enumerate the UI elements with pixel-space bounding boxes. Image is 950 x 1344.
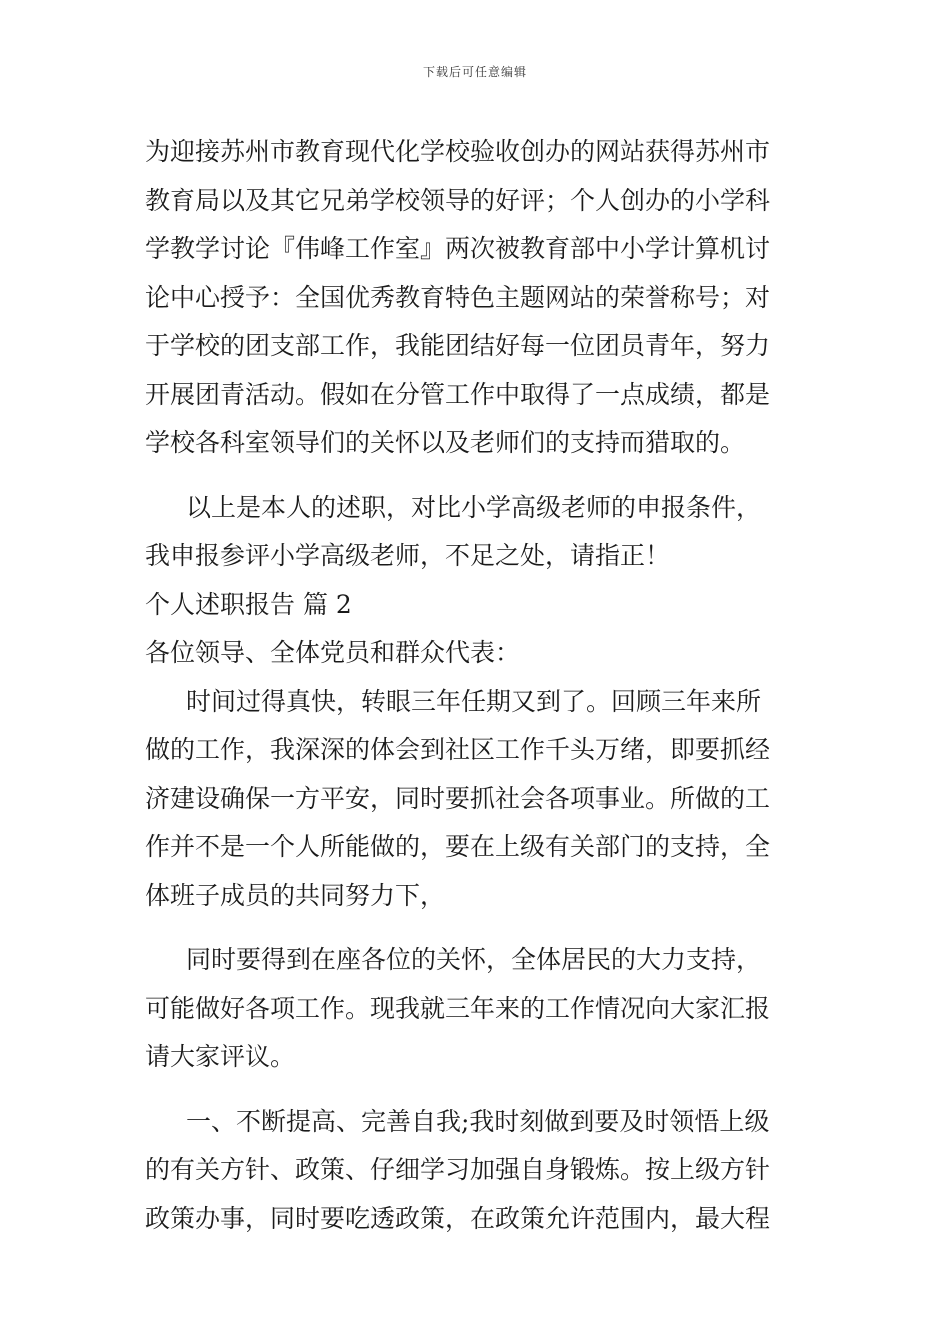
- text-line: 政策办事，同时要吃透政策，在政策允许范围内，最大程: [145, 1203, 771, 1233]
- text-line: 作并不是一个人所能做的，要在上级有关部门的支持，全: [145, 832, 771, 861]
- text-line: 学教学讨论『伟峰工作室』两次被教育部中小学计算机讨: [145, 234, 771, 263]
- text-line: 请大家评议。: [145, 1042, 296, 1071]
- salutation: 各位领导、全体党员和群众代表：: [145, 638, 521, 667]
- text-line: 同时要得到在座各位的关怀，全体居民的大力支持，: [186, 945, 762, 974]
- text-line: 为迎接苏州市教育现代化学校验收创办的网站获得苏州市: [145, 137, 771, 166]
- text-line: 的有关方针、政策、仔细学习加强自身锻炼。按上级方针: [145, 1155, 771, 1184]
- text-line: 一、不断提高、完善自我;我时刻做到要及时领悟上级: [186, 1106, 770, 1136]
- text-line: 以上是本人的述职，对比小学高级老师的申报条件，: [186, 492, 762, 522]
- text-line: 于学校的团支部工作，我能团结好每一位团员青年，努力: [145, 331, 771, 360]
- text-line: 可能做好各项工作。现我就三年来的工作情况向大家汇报: [145, 993, 771, 1023]
- page-header: 下载后可任意编辑: [422, 65, 527, 79]
- text-line: 做的工作，我深深的体会到社区工作千头万绪，即要抓经: [145, 735, 771, 764]
- text-line: 济建设确保一方平安，同时要抓社会各项事业。所做的工: [145, 783, 771, 813]
- text-line: 时间过得真快，转眼三年任期又到了。回顾三年来所: [186, 686, 762, 716]
- section-heading: 个人述职报告 篇 2: [145, 589, 352, 619]
- text-line: 开展团青活动。假如在分管工作中取得了一点成绩，都是: [145, 379, 771, 409]
- text-line: 学校各科室领导们的关怀以及老师们的支持而猎取的。: [145, 428, 746, 457]
- text-line: 我申报参评小学高级老师，不足之处，请指正！: [145, 541, 671, 570]
- document-body: [145, 128, 813, 1243]
- text-line: 论中心授予：全国优秀教育特色主题网站的荣誉称号；对: [145, 282, 771, 312]
- text-line: 体班子成员的共同努力下，: [145, 880, 446, 910]
- text-line: 教育局以及其它兄弟学校领导的好评；个人创办的小学科: [145, 185, 771, 215]
